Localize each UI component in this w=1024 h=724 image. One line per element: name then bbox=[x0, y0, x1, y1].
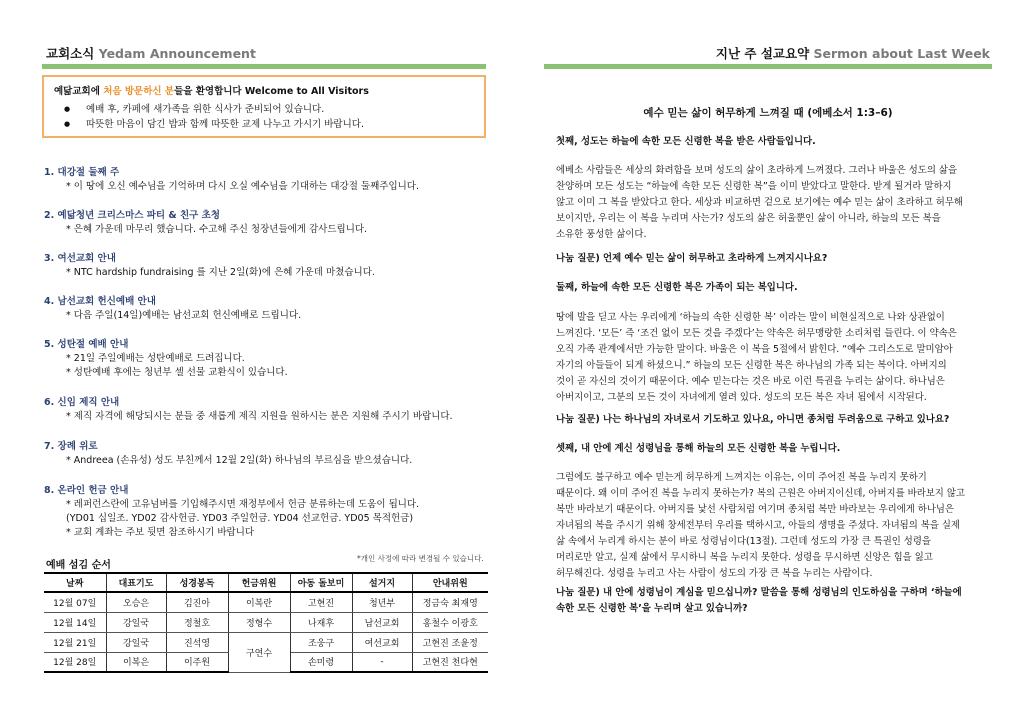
announcement-item bbox=[44, 440, 412, 468]
table-row bbox=[44, 612, 488, 632]
table-cell: 청년부 bbox=[352, 592, 412, 612]
announcement-title: 7. 장례 위로 bbox=[44, 441, 98, 452]
announcement-title: 5. 성탄절 예배 안내 bbox=[44, 339, 129, 350]
sermon-paragraph: 그럼에도 불구하고 예수 믿는게 허무하게 느껴지는 이유는, 이미 주어진 복을 누리지 못하기 때문이다. 왜 이미 주어진 복을 누리지 못하는가? 복의 근원은 아버지이신데, 아버지를 바라보지 않고 복만 바라보기 때문이다. 아버지를 낯선 사람처럼 여기며 종처럼 복만 바라보는 우리에게 하나님은 자녀됨의 복을 주시기 위해 창세전부터 우리를 택하시고, 아들의 생명을 주셨다. 자녀됨의 복을 실제 삶 속에서 누리게 하시는 분이 바로 성령님이다(13절). 그런데 성도의 가장 큰 특권인 성령을 머리로만 알고, 실제 삶에서 무시하니 복을 누리지 못한다. 성령을 무시하면 신앙은 힘을 잃고 허무해진다. 성령을 누리고 사는 사람이 성도의 가장 큰 복을 누리는 사람이다. bbox=[556, 472, 965, 579]
schedule-title: 예배 섬김 순서 bbox=[46, 560, 111, 571]
table-cell: 구연수 bbox=[228, 632, 290, 672]
announcement-item bbox=[44, 209, 367, 237]
announcement-text: * 레퍼런스란에 고유넘버를 기입해주시면 재정부에서 헌금 분류하는데 도움이 됩니다. bbox=[66, 499, 420, 510]
table-cell: 12월 14일 bbox=[44, 612, 106, 632]
column-header: 대표기도 bbox=[106, 573, 166, 592]
header-rule bbox=[42, 64, 486, 69]
sermon-paragraph: 에베소 사람들은 세상의 화려함을 보며 성도의 삶이 초라하게 느껴졌다. 그러나 바울은 성도의 삶을 찬양하며 모든 성도는 “하늘에 속한 모든 신령한 복”을 이미 받았다고 말한다. 받게 될거라 말하지 않고 이미 그 복을 받았다고 한다. 세상과 비교하면 겉으로 보기에는 예수 믿는 삶이 초라하고 허무해 보이지만, 우리는 이 복을 누리며 사는가? 성도의 삶은 허울뿐인 삶이 아니라, 하늘의 모든 복을 소유한 풍성한 삶이다. bbox=[556, 165, 963, 240]
announcement-item bbox=[44, 484, 419, 540]
table-cell: 강일국 bbox=[106, 612, 166, 632]
table-cell: 고현진 bbox=[290, 592, 352, 612]
schedule-table bbox=[44, 572, 488, 673]
header-english: Yedam Announcement bbox=[98, 46, 256, 61]
table-cell: 12월 07일 bbox=[44, 592, 106, 612]
header-english: Sermon about Last Week bbox=[813, 46, 990, 61]
announcement-title: 3. 여선교회 안내 bbox=[44, 253, 116, 264]
table-cell: 고현진 천다현 bbox=[412, 652, 488, 672]
table-cell: 손미령 bbox=[290, 652, 352, 672]
announcement-title: 8. 온라인 헌금 안내 bbox=[44, 485, 129, 496]
announcement-text: * 제직 자격에 해당되시는 분들 중 새롭게 제직 지원을 원하시는 분은 지원해 주시기 바랍니다. bbox=[66, 411, 453, 422]
table-cell: 고현진 조윤정 bbox=[412, 632, 488, 652]
table-cell: 12월 28일 bbox=[44, 652, 106, 672]
column-header: 아동 돌보미 bbox=[290, 573, 352, 592]
announcement-text: * 다음 주일(14일)예배는 남선교회 헌신예배로 드립니다. bbox=[66, 310, 302, 321]
table-cell: 남선교회 bbox=[352, 612, 412, 632]
table-cell: 조웅구 bbox=[290, 632, 352, 652]
column-header: 설거지 bbox=[352, 573, 412, 592]
table-cell: - bbox=[352, 652, 412, 672]
table-cell: 12월 21일 bbox=[44, 632, 106, 652]
table-cell: 나재후 bbox=[290, 612, 352, 632]
announcement-title: 6. 신임 제직 안내 bbox=[44, 397, 120, 408]
announcement-item bbox=[44, 166, 419, 194]
announcement-title: 4. 남선교회 헌신예배 안내 bbox=[44, 296, 156, 307]
sermon-point: 둘째, 하늘에 속한 모든 신령한 복은 가족이 되는 복입니다. bbox=[556, 282, 798, 293]
announcement-title: 1. 대강절 둘째 주 bbox=[44, 167, 120, 178]
table-cell: 여선교회 bbox=[352, 632, 412, 652]
announcement-text: * 은혜 가운데 마무리 했습니다. 수고해 주신 청장년들에게 감사드립니다. bbox=[66, 224, 368, 235]
column-header: 날짜 bbox=[44, 573, 106, 592]
table-cell: 오승은 bbox=[106, 592, 166, 612]
welcome-highlight: 처음 방문하신 분 bbox=[103, 86, 175, 97]
sermon-header bbox=[716, 44, 990, 62]
table-cell: 정철호 bbox=[166, 612, 228, 632]
table-cell: 이주원 bbox=[166, 652, 228, 672]
announcement-text: * 21일 주일예배는 성탄예배로 드려집니다. bbox=[66, 353, 245, 364]
table-cell: 정금숙 최재영 bbox=[412, 592, 488, 612]
table-cell: 홍철수 이광호 bbox=[412, 612, 488, 632]
sermon-point: 첫째, 성도는 하늘에 속한 모든 신령한 복을 받은 사람들입니다. bbox=[556, 136, 816, 147]
welcome-title: 예닮교회에 처음 방문하신 분들을 환영합니다 Welcome to All Visitors bbox=[54, 86, 369, 97]
column-header: 헌금위원 bbox=[228, 573, 290, 592]
table-cell: 정형수 bbox=[228, 612, 290, 632]
table-row bbox=[44, 592, 488, 612]
table-cell: 강일국 bbox=[106, 632, 166, 652]
announcement-item bbox=[44, 252, 375, 280]
announcement-item bbox=[44, 338, 288, 380]
discussion-question: 나눔 질문) 나는 하나님의 자녀로서 기도하고 있나요, 아니면 종처럼 두려움으로 구하고 있나요? bbox=[556, 414, 950, 425]
announcement-item bbox=[44, 295, 301, 323]
announcement-text: * NTC hardship fundraising 를 지난 2일(화)에 은혜 가운데 마쳤습니다. bbox=[66, 267, 375, 278]
sermon-title: 예수 믿는 삶이 허무하게 느껴질 때 (에베소서 1:3–6) bbox=[643, 107, 893, 119]
announcement-header bbox=[46, 44, 256, 62]
header-rule bbox=[544, 64, 992, 69]
header-korean: 교회소식 bbox=[46, 46, 95, 61]
table-cell: 이복은 bbox=[106, 652, 166, 672]
announcement-text: * 교회 계좌는 주보 뒷면 참조하시기 바랍니다 bbox=[66, 527, 255, 538]
header-korean: 지난 주 설교요약 bbox=[715, 46, 810, 61]
table-cell: 김진아 bbox=[166, 592, 228, 612]
table-header-row bbox=[44, 573, 488, 592]
column-header: 안내위원 bbox=[412, 573, 488, 592]
sermon-point: 셋째, 내 안에 계신 성령님을 통해 하늘의 모든 신령한 복을 누립니다. bbox=[556, 443, 841, 454]
announcement-text: (YD01 십일조. YD02 감사헌금. YD03 주일헌금. YD04 선교헌금. YD05 목적헌금) bbox=[66, 513, 414, 524]
announcement-text: * Andreea (손유성) 성도 부친께서 12월 2일(화) 하나님의 부르심을 받으셨습니다. bbox=[66, 455, 413, 466]
discussion-question: 나눔 질문) 언제 예수 믿는 삶이 허무하고 초라하게 느껴지시나요? bbox=[556, 253, 828, 264]
table-row bbox=[44, 632, 488, 652]
discussion-question: 나눔 질문) 내 안에 성령님이 계심을 믿으십니까? 말씀을 통해 성령님의 인도하심을 구하며 ‘하늘에 속한 모든 신령한 복’을 누리며 살고 있습니까? bbox=[556, 587, 962, 614]
sermon-page bbox=[512, 0, 1024, 724]
announcement-text: * 성탄예배 후에는 청년부 셀 선물 교환식이 있습니다. bbox=[66, 367, 288, 378]
welcome-box bbox=[42, 75, 486, 138]
sermon-paragraph: 땅에 발을 딛고 사는 우리에게 ‘하늘의 속한 신령한 복’ 이라는 말이 비현실적으로 나와 상관없이 느껴진다. ‘모든’ 즉 ‘조건 없이 모든 것을 주겠다’는 약속은 허무맹랑한 소리처럼 들린다. 이 약속은 오직 가족 관계에서만 가능한 말이다. 바울은 이 복을 5절에서 밝힌다. “예수 그리스도로 말미암아 자기의 아들들이 되게 하셨으니.” 하늘의 모든 신령한 복은 하나님의 가족 되는 복이다. 아버지의 것이 곧 자신의 것이기 때문이다. 예수 믿는다는 것은 바로 이런 특권을 누리는 삶이다. 하나님은 아버지이고, 그분의 모든 것이 자녀에게 열려 있다. 성도의 모든 복은 자녀 됨에서 시작된다. bbox=[556, 312, 957, 403]
welcome-list bbox=[54, 102, 474, 132]
table-cell: 이복란 bbox=[228, 592, 290, 612]
table-cell: 진석영 bbox=[166, 632, 228, 652]
announcement-item bbox=[44, 396, 453, 424]
announcement-title: 2. 예닮청년 크리스마스 파티 & 친구 초청 bbox=[44, 210, 221, 221]
welcome-item: ● 예배 후, 카페에 새가족을 위한 식사가 준비되어 있습니다. bbox=[64, 102, 474, 117]
welcome-item: ● 따뜻한 마음이 담긴 밥과 함께 따뜻한 교제 나누고 가시기 바랍니다. bbox=[64, 117, 474, 132]
announcement-text: * 이 땅에 오신 예수님을 기억하며 다시 오실 예수님을 기대하는 대강절 둘째주입니다. bbox=[66, 181, 420, 192]
column-header: 성경봉독 bbox=[166, 573, 228, 592]
schedule-note: *개인 사정에 따라 변경될 수 있습니다. bbox=[357, 554, 484, 563]
